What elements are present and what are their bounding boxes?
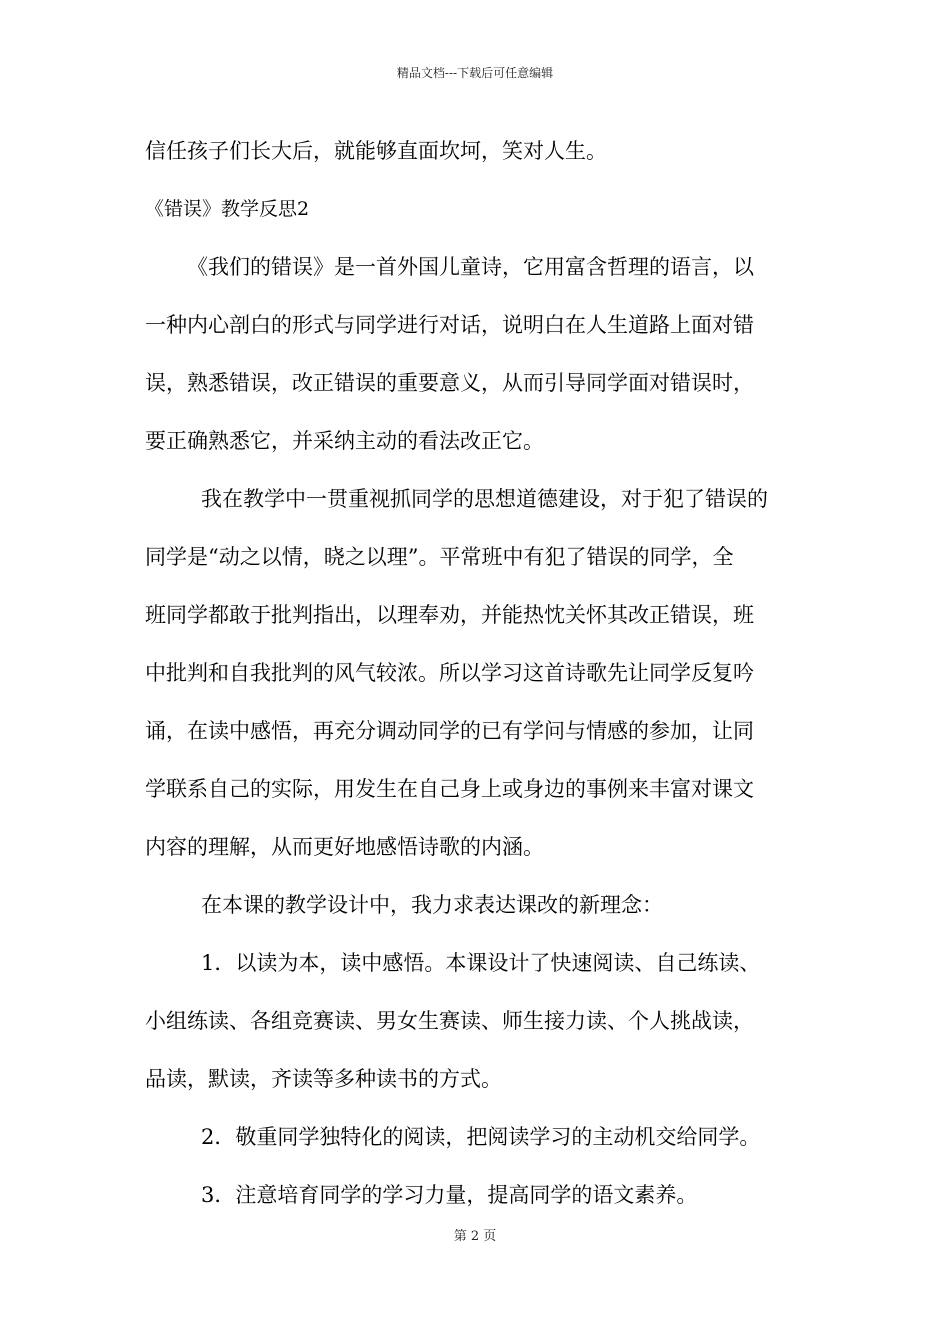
body-line: 品读，默读，齐读等多种读书的方式。 bbox=[145, 1067, 502, 1091]
body-line: 内容的理解，从而更好地感悟诗歌的内涵。 bbox=[145, 835, 544, 859]
list-item-3: 3．注意培育同学的学习力量，提高同学的语文素养。 bbox=[201, 1183, 698, 1207]
body-line: 班同学都敢于批判指出，以理奉劝，并能热忱关怀其改正错误，班 bbox=[145, 603, 754, 627]
body-line: 误，熟悉错误，改正错误的重要意义，从而引导同学面对错误时， bbox=[145, 371, 754, 395]
body-line: 小组练读、各组竞赛读、男女生赛读、师生接力读、个人挑战读， bbox=[145, 1009, 754, 1033]
body-line: 在本课的教学设计中，我力求表达课改的新理念： bbox=[201, 893, 663, 917]
body-line: 同学是“动之以情，晓之以理”。平常班中有犯了错误的同学，全 bbox=[145, 545, 734, 569]
page-header: 精品文档---下载后可任意编辑 bbox=[396, 66, 554, 80]
body-line: 学联系自己的实际，用发生在自己身上或身边的事例来丰富对课文 bbox=[145, 777, 754, 801]
list-item-1: 1．以读为本，读中感悟。本课设计了快速阅读、自己练读、 bbox=[201, 951, 761, 975]
body-line: 中批判和自我批判的风气较浓。所以学习这首诗歌先让同学反复吟 bbox=[145, 661, 754, 685]
body-line: 一种内心剖白的形式与同学进行对话，说明白在人生道路上面对错 bbox=[145, 313, 754, 337]
section-title: 《错误》教学反思2 bbox=[145, 198, 310, 220]
body-line: 信任孩子们长大后，就能够直面坎坷，笑对人生。 bbox=[145, 139, 607, 163]
page-number: 第 2 页 bbox=[453, 1229, 497, 1244]
body-line: 《我们的错误》是一首外国儿童诗，它用富含哲理的语言，以 bbox=[187, 255, 754, 279]
body-line: 我在教学中一贯重视抓同学的思想道德建设，对于犯了错误的 bbox=[201, 487, 768, 511]
body-line: 诵，在读中感悟，再充分调动同学的已有学问与情感的参加，让同 bbox=[145, 719, 754, 743]
list-item-2: 2．敬重同学独特化的阅读，把阅读学习的主动机交给同学。 bbox=[201, 1125, 761, 1149]
body-line: 要正确熟悉它，并采纳主动的看法改正它。 bbox=[145, 429, 544, 453]
